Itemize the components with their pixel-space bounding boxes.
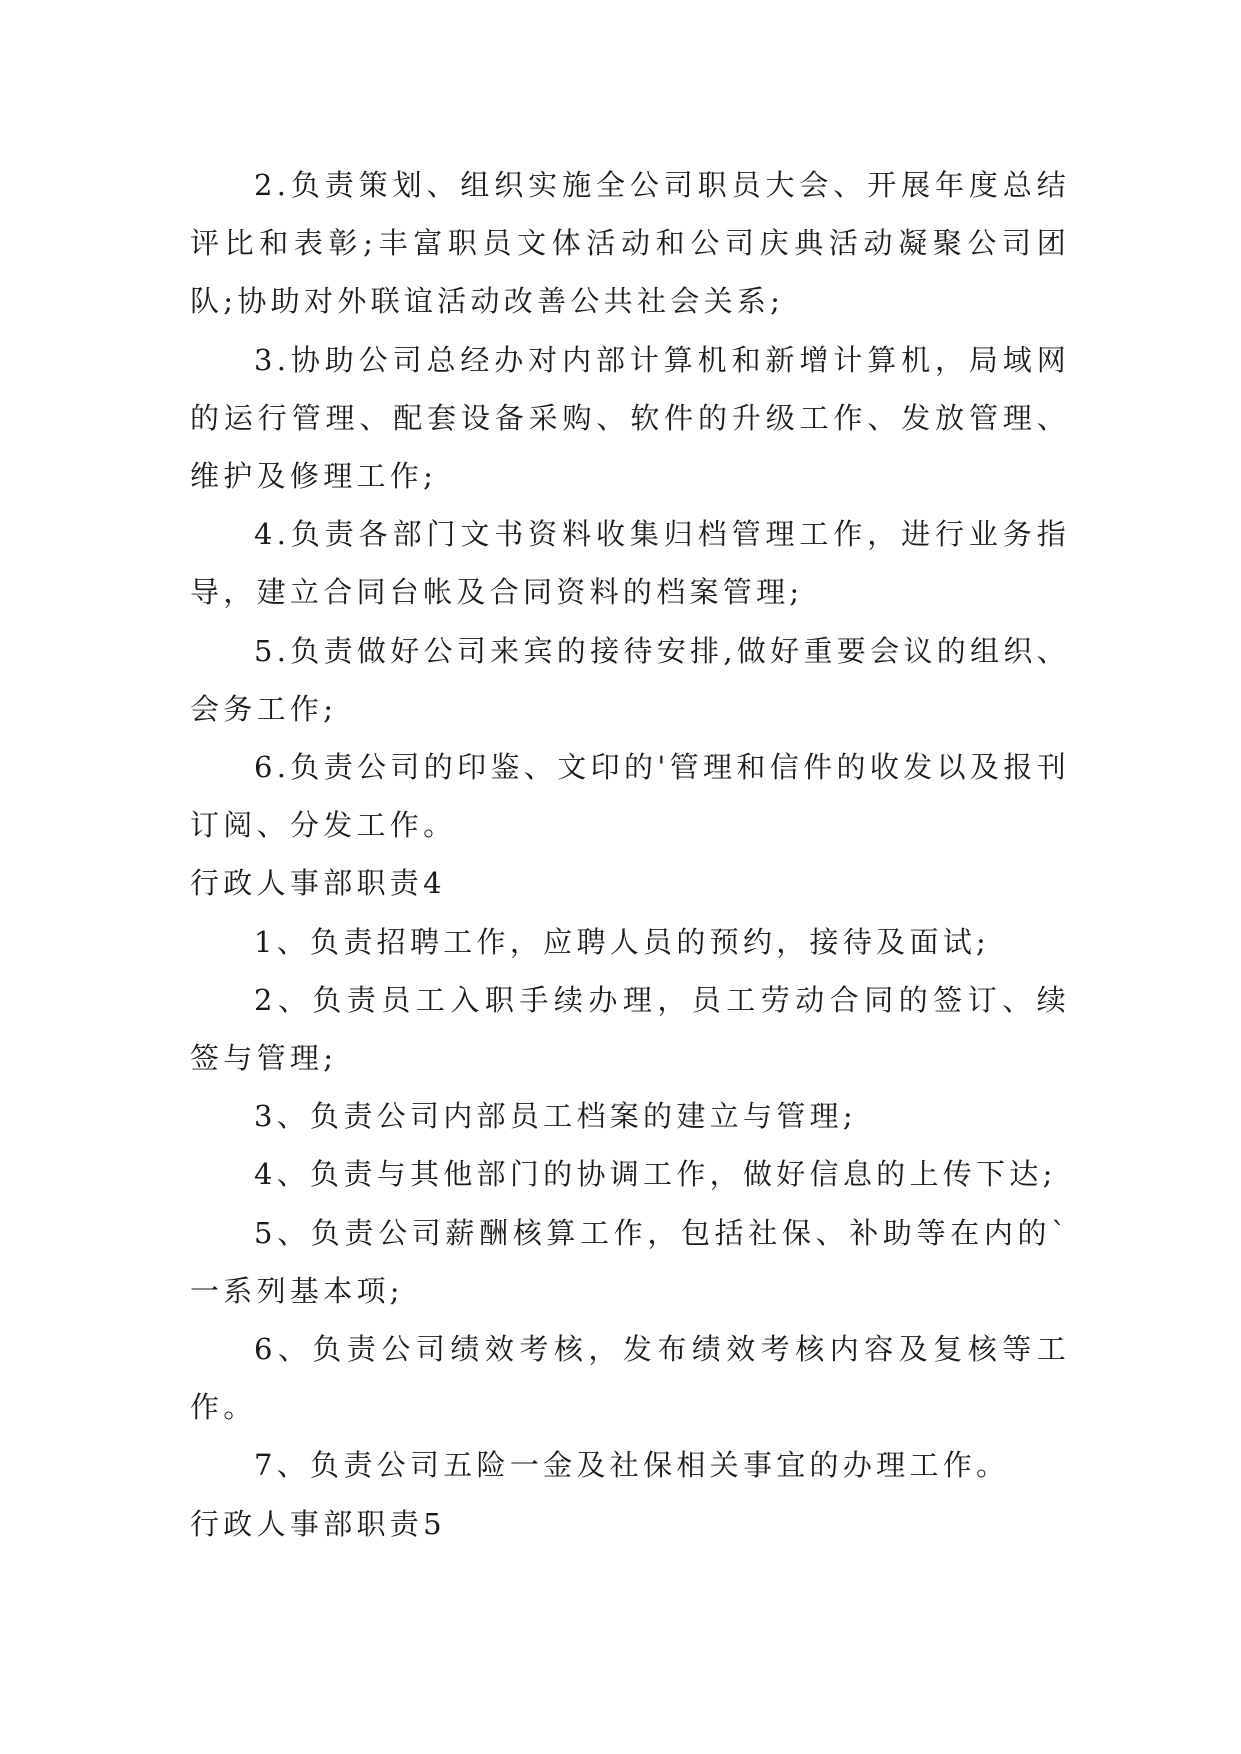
duty-item-4: 4、负责与其他部门的协调工作，做好信息的上传下达; [254,1157,1057,1192]
paragraph-item-3: 3.协助公司总经办对内部计算机和新增计算机，局域网的运行管理、配套设备采购、软件的升级工作、发放管理、维护及修理工作; [190,342,1070,494]
paragraph-item-4: 4.负责各部门文书资料收集归档管理工作，进行业务指导，建立合同台帐及合同资料的档案管理; [190,517,1070,610]
duty-item-1: 1、负责招聘工作，应聘人员的预约，接待及面试; [254,924,991,959]
duty-item-3: 3、负责公司内部员工档案的建立与管理; [254,1099,857,1134]
duty-item-2: 2、负责员工入职手续办理，员工劳动合同的签订、续签与管理; [190,982,1070,1076]
paragraph-item-5: 5.负责做好公司来宾的接待安排,做好重要会议的组织、会务工作; [190,633,1070,726]
duty-item-5: 5、负责公司薪酬核算工作，包括社保、补助等在内的`一系列基本项; [190,1215,1070,1308]
paragraph-item-6: 6.负责公司的印鉴、文印的'管理和信件的收发以及报刊订阅、分发工作。 [190,750,1070,843]
duty-item-6: 6、负责公司绩效考核，发布绩效考核内容及复核等工作。 [190,1332,1070,1425]
paragraph-item-2: 2.负责策划、组织实施全公司职员大会、开展年度总结评比和表彰;丰富职员文体活动和公司庆典活动凝聚公司团队;协助对外联谊活动改善公共社会关系; [190,168,1070,319]
section-heading-5: 行政人事部职责5 [190,1506,446,1541]
duty-item-7: 7、负责公司五险一金及社保相关事宜的办理工作。 [254,1448,1010,1483]
document-body [190,156,1070,1553]
section-heading-4: 行政人事部职责4 [190,866,446,901]
